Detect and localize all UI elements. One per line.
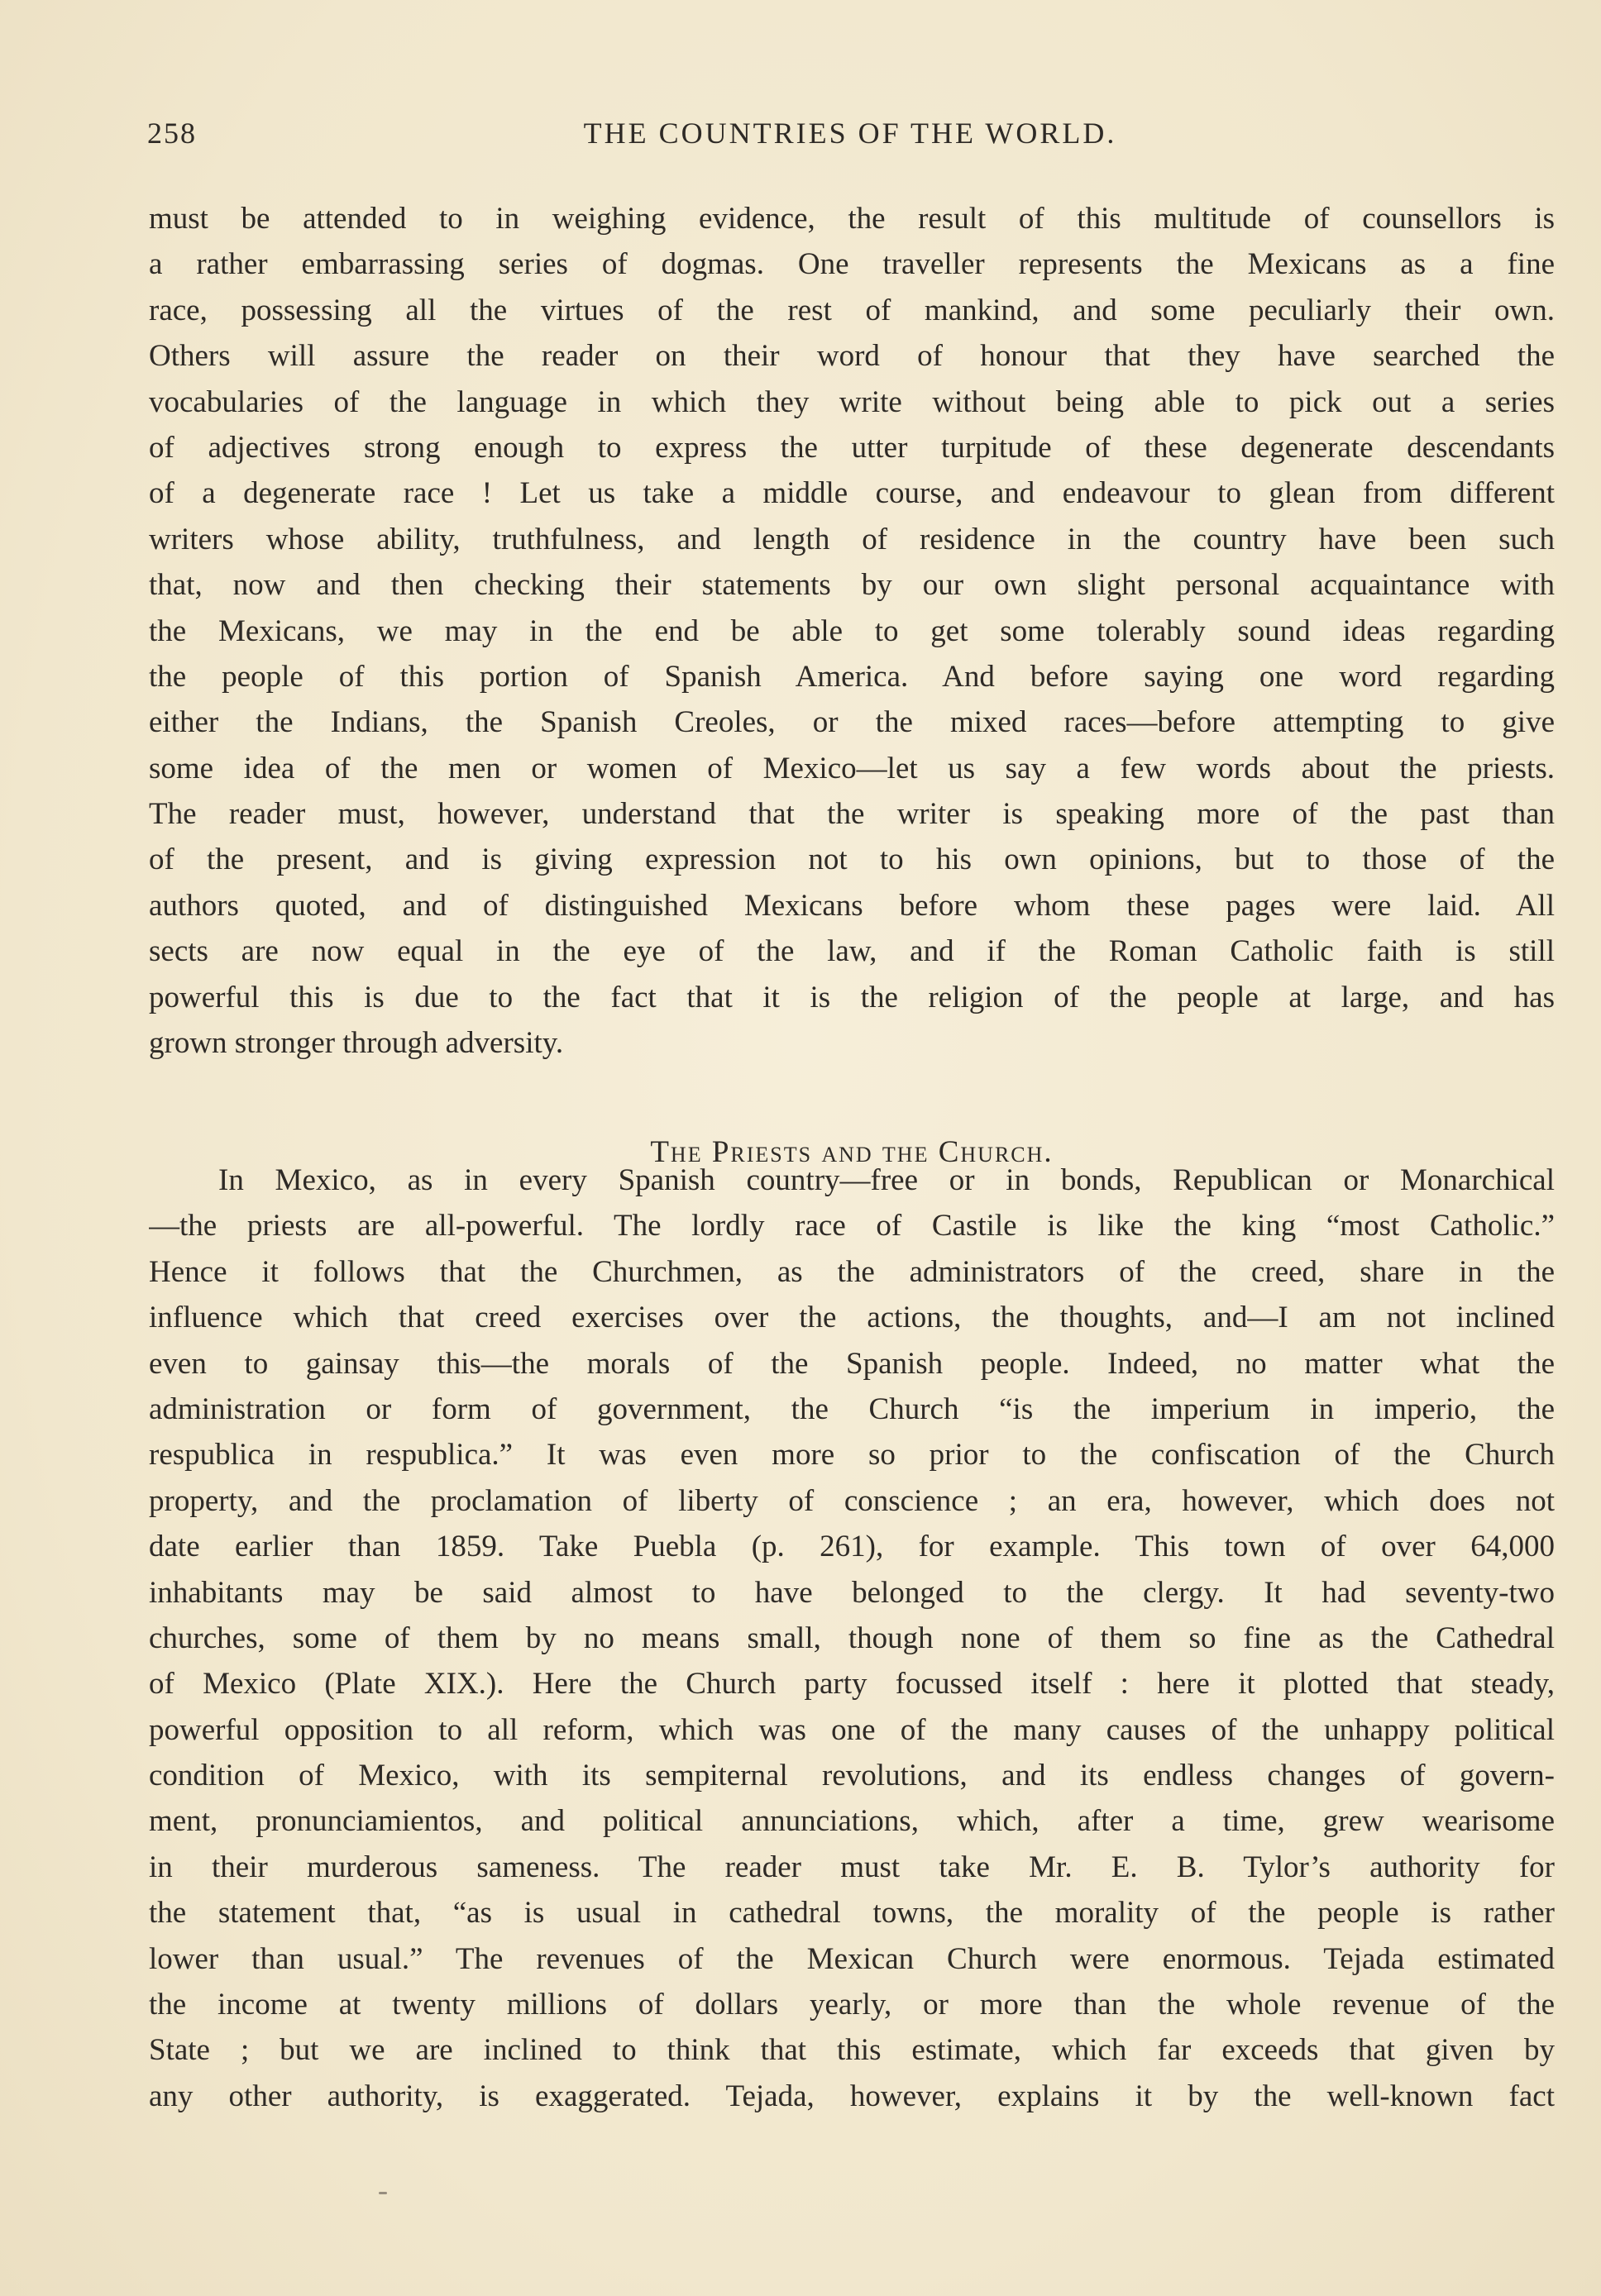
text-line: lower than usual.” The revenues of the Mexican Church were enormous. Tejada estimated xyxy=(149,1941,1555,1976)
text-line: vocabularies of the language in which they write without being able to pick out a series xyxy=(149,384,1555,419)
text-line: ment, pronunciamientos, and political annunciations, which, after a time, grew wearisome xyxy=(149,1804,1555,1839)
section-heading: The Priests and the Church. xyxy=(650,1135,1054,1169)
text-line: Hence it follows that the Churchmen, as the administrators of the creed, share in the xyxy=(149,1254,1555,1289)
text-line: State ; but we are inclined to think that this estimate, which far exceeds that given by xyxy=(149,2033,1555,2068)
text-line: the Mexicans, we may in the end be able to get some tolerably sound ideas regarding xyxy=(149,613,1555,648)
text-line: any other authority, is exaggerated. Tejada, however, explains it by the well-known fact xyxy=(149,2079,1555,2113)
text-line: property, and the proclamation of liberty of conscience ; an era, however, which does not xyxy=(149,1483,1555,1518)
text-line: that, now and then checking their statements by our own slight personal acquaintance with xyxy=(149,568,1555,603)
text-line: of Mexico (Plate XIX.). Here the Church party focussed itself : here it plotted that steady, xyxy=(149,1667,1555,1702)
text-line: churches, some of them by no means small, though none of them so fine as the Cathedral xyxy=(149,1621,1555,1655)
text-line: sects are now equal in the eye of the law, and if the Roman Catholic faith is still xyxy=(149,934,1555,969)
text-line: inhabitants may be said almost to have belonged to the clergy. It had seventy-two xyxy=(149,1575,1555,1610)
paragraph-1 xyxy=(149,196,1555,1066)
running-head xyxy=(147,116,1553,165)
paragraph-2 xyxy=(149,1158,1555,2119)
text-line: some idea of the men or women of Mexico—let us say a few words about the priests. xyxy=(149,751,1555,785)
text-line: of adjectives strong enough to express the utter turpitude of these degenerate descendants xyxy=(149,430,1555,465)
text-line: condition of Mexico, with its sempiternal revolutions, and its endless changes of govern- xyxy=(149,1759,1555,1793)
text-line: a rather embarrassing series of dogmas. One traveller represents the Mexicans as a fine xyxy=(149,247,1555,282)
page-number: 258 xyxy=(147,117,197,150)
text-line: the income at twenty millions of dollars yearly, or more than the whole revenue of the xyxy=(149,1988,1555,2022)
text-line: authors quoted, and of distinguished Mexicans before whom these pages were laid. All xyxy=(149,888,1555,923)
text-line: powerful opposition to all reform, which was one of the many causes of the unhappy political xyxy=(149,1712,1555,1747)
text-line: Others will assure the reader on their word of honour that they have searched the xyxy=(149,339,1555,374)
text-line: In Mexico, as in every Spanish country—free or in bonds, Republican or Monarchical xyxy=(218,1163,1555,1197)
text-line: either the Indians, the Spanish Creoles, or the mixed races—before attempting to give xyxy=(149,705,1555,740)
text-line: must be attended to in weighing evidence, the result of this multitude of counsellors is xyxy=(149,202,1555,236)
text-line: even to gainsay this—the morals of the Spanish people. Indeed, no matter what the xyxy=(149,1346,1555,1381)
text-line: in their murderous sameness. The reader must take Mr. E. B. Tylor’s authority for xyxy=(149,1850,1555,1884)
text-line: the people of this portion of Spanish America. And before saying one word regarding xyxy=(149,659,1555,694)
text-line: grown stronger through adversity. xyxy=(149,1026,564,1061)
text-line: administration or form of government, the Church “is the imperium in imperio, the xyxy=(149,1391,1555,1426)
text-line: date earlier than 1859. Take Puebla (p. 261), for example. This town of over 64,000 xyxy=(149,1530,1555,1564)
text-line: influence which that creed exercises over the actions, the thoughts, and—I am not inclined xyxy=(149,1301,1555,1335)
text-line: powerful this is due to the fact that it is the religion of the people at large, and has xyxy=(149,980,1555,1014)
text-line: of the present, and is giving expression not to his own opinions, but to those of the xyxy=(149,843,1555,877)
text-line: the statement that, “as is usual in cathedral towns, the morality of the people is rather xyxy=(149,1896,1555,1931)
text-line: respublica in respublica.” It was even more so prior to the confiscation of the Church xyxy=(149,1438,1555,1473)
text-line: of a degenerate race ! Let us take a middle course, and endeavour to glean from different xyxy=(149,476,1555,511)
text-line: race, possessing all the virtues of the rest of mankind, and some peculiarly their own. xyxy=(149,293,1555,327)
ink-smudge xyxy=(379,2192,387,2194)
text-line: writers whose ability, truthfulness, and length of residence in the country have been such xyxy=(149,522,1555,556)
text-line: The reader must, however, understand that the writer is speaking more of the past than xyxy=(149,797,1555,832)
running-title: THE COUNTRIES OF THE WORLD. xyxy=(583,117,1117,150)
text-line: —the priests are all-powerful. The lordly race of Castile is like the king “most Catholic.” xyxy=(149,1209,1555,1243)
